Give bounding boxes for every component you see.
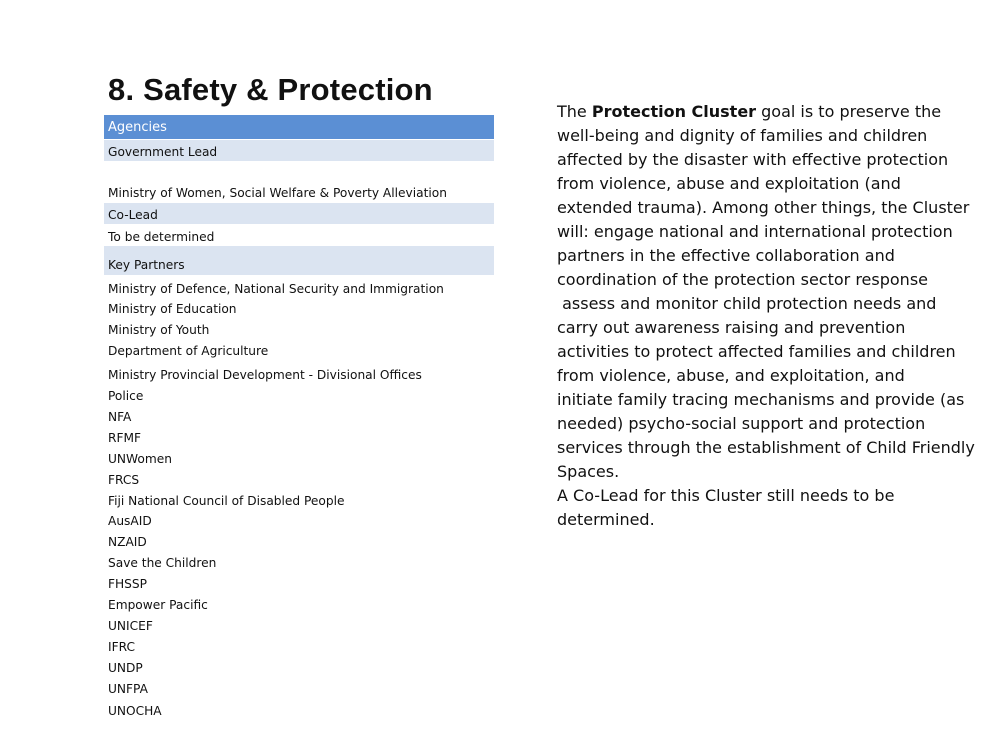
co-lead-value: To be determined (108, 230, 215, 244)
partner-item: FHSSP (108, 577, 147, 591)
partner-item: Save the Children (108, 556, 217, 570)
partner-item: NFA (108, 410, 132, 424)
government-lead-label: Government Lead (104, 140, 494, 161)
partner-item: UNDP (108, 661, 143, 675)
page-title: 8. Safety & Protection (108, 72, 433, 107)
partner-item: Empower Pacific (108, 598, 208, 612)
government-lead-value: Ministry of Women, Social Welfare & Poverty Alleviation (108, 186, 447, 200)
description-intro (557, 100, 977, 292)
partner-item: Ministry of Education (108, 302, 237, 316)
partner-item: UNWomen (108, 452, 172, 466)
partner-item: UNFPA (108, 682, 148, 696)
partner-item: IFRC (108, 640, 135, 654)
description-point-3: initiate family tracing mechanisms and provide (as needed) psycho-social support and protection services through the establishment of Child Friendly Spaces. (557, 390, 975, 481)
partner-item: RFMF (108, 431, 142, 445)
intro-prefix: The (557, 102, 592, 121)
intro-suffix: goal is to preserve the well-being and dignity of families and children affected by the disaster with effective protection from violence, abuse and exploitation (and extended trauma). Among other things, the Cluster will: engage national and international protection partners in the effective collaboration and coordination of the protection sector response (557, 102, 970, 289)
description-point-2: assess and monitor child protection needs and carry out awareness raising and prevention activities to protect affected families and children from violence, abuse, and exploitation, and (557, 294, 961, 385)
key-partners-label: Key Partners (104, 246, 494, 275)
partner-item: UNICEF (108, 619, 153, 633)
partner-item: FRCS (108, 473, 140, 487)
partner-item: Ministry of Youth (108, 323, 210, 337)
partner-item: NZAID (108, 535, 147, 549)
partner-item: UNOCHA (108, 704, 162, 718)
description-closing: A Co-Lead for this Cluster still needs to be determined. (557, 486, 895, 529)
intro-bold: Protection Cluster (591, 102, 757, 121)
partner-item: Ministry Provincial Development - Divisional Offices (108, 368, 422, 382)
partner-item: Ministry of Defence, National Security and Immigration (108, 282, 444, 296)
partner-item: Fiji National Council of Disabled People (108, 494, 345, 508)
agencies-header: Agencies (104, 115, 494, 139)
cluster-description (557, 100, 977, 532)
partner-item: Department of Agriculture (108, 344, 269, 358)
co-lead-label: Co-Lead (104, 203, 494, 224)
partner-item: Police (108, 389, 144, 403)
partner-item: AusAID (108, 514, 152, 528)
